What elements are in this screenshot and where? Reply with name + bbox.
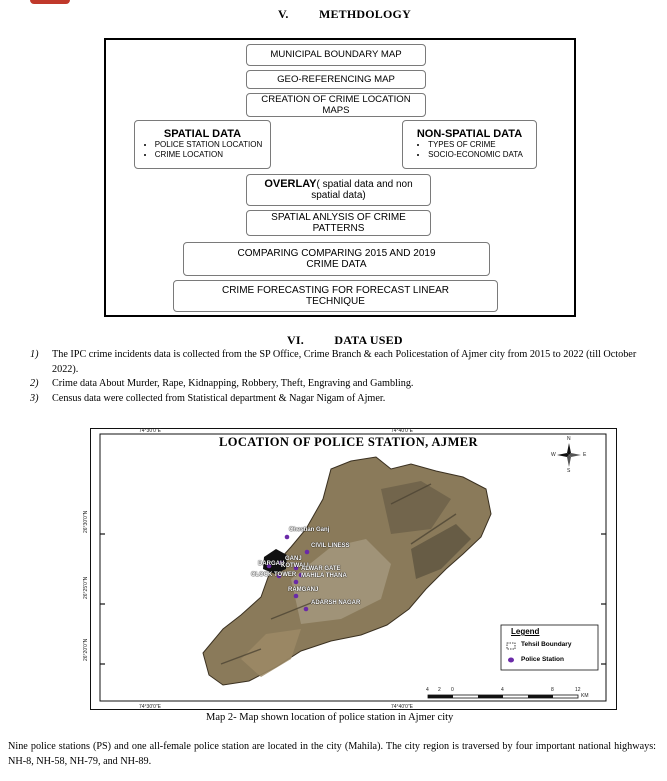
compass-w: W xyxy=(551,452,556,458)
spatial-data-title: SPATIAL DATA xyxy=(163,127,242,140)
lon-tick: 74°30'0"E xyxy=(139,704,161,710)
list-item: 1) The IPC crime incidents data is collected from the SP Office, Crime Branch & each Policestation of Ajmer city from 2015 to 2022 (till October 2022). xyxy=(30,349,637,375)
scale-label: 8 xyxy=(551,687,554,693)
non-spatial-item: • TYPES OF CRIME xyxy=(428,140,523,150)
step-municipal-boundary: MUNICIPAL BOUNDARY MAP xyxy=(246,44,426,66)
map-canvas xyxy=(91,429,615,708)
data-used-list xyxy=(24,348,656,406)
step-geo-referencing: GEO-REFERENCING MAP xyxy=(246,70,426,89)
legend-title: Legend xyxy=(511,627,540,636)
section-heading-methodology xyxy=(278,7,411,22)
station-label: MAHILA THANA xyxy=(301,573,347,579)
scale-label: 4 xyxy=(501,687,504,693)
section-title: DATA USED xyxy=(334,333,403,347)
step-forecasting: CRIME FORECASTING FOR FORECAST LINEAR TECHNIQUE xyxy=(173,280,498,312)
step-spatial-analysis: SPATIAL ANLYSIS OF CRIME PATTERNS xyxy=(246,210,431,236)
police-station-map xyxy=(83,428,617,710)
lat-tick: 26°30'0"N xyxy=(83,510,89,533)
lon-tick: 74°40'0"E xyxy=(391,704,413,710)
lat-tick: 26°25'0"N xyxy=(83,576,89,599)
scale-label: 2 xyxy=(438,687,441,693)
overlay-text: ( spatial data and non spatial data) xyxy=(311,178,413,201)
section-number: V. xyxy=(278,7,289,21)
station-label: RAMGANJ xyxy=(288,587,319,593)
lat-tick: 26°20'0"N xyxy=(83,638,89,661)
compass-e: E xyxy=(583,452,587,458)
scale-unit: KM xyxy=(581,693,589,699)
scale-label: 12 xyxy=(575,687,581,693)
scale-label: 4 xyxy=(426,687,429,693)
station-label: ADARSH NAGAR xyxy=(311,600,361,606)
station-label: CLOCK TOWER xyxy=(251,572,297,578)
non-spatial-data-box xyxy=(402,120,537,169)
list-item: 2) Crime data About Murder, Rape, Kidnapping, Robbery, Theft, Engraving and Gambling. xyxy=(30,378,414,389)
compass-rose xyxy=(557,443,581,467)
compass-n: N xyxy=(567,436,571,442)
station-label: DARGAH xyxy=(258,561,285,567)
legend-item-station: Police Station xyxy=(521,656,564,663)
section-number: VI. xyxy=(287,333,304,347)
station-label: CIVIL LINESS xyxy=(311,543,350,549)
map-caption: Map 2- Map shown location of police station in Ajmer city xyxy=(206,712,454,723)
lon-tick: 74°40'0"E xyxy=(391,428,413,434)
map-title: LOCATION OF POLICE STATION, AJMER xyxy=(219,435,478,449)
scale-label: 0 xyxy=(451,687,454,693)
legend-item-tehsil: Tehsil Boundary xyxy=(521,641,572,648)
closing-paragraph: Nine police stations (PS) and one all-female police station are located in the city (Mahila). The city region is traversed by four important national highways: NH-8, NH-58, NH-79, and NH-89. xyxy=(8,741,656,767)
step-comparing: COMPARING COMPARING 2015 AND 2019 CRIME DATA xyxy=(183,242,490,276)
non-spatial-data-title: NON-SPATIAL DATA xyxy=(416,127,523,140)
spatial-item: • CRIME LOCATION xyxy=(155,150,263,160)
section-heading-data-used xyxy=(287,333,403,348)
compass-s: S xyxy=(567,468,571,474)
station-label: GANJ xyxy=(285,556,302,562)
overlay-bold: OVERLAY xyxy=(264,177,317,190)
station-label: KOTWALI xyxy=(281,563,309,569)
step-overlay xyxy=(246,174,431,206)
section-title: METHDOLOGY xyxy=(318,7,411,21)
list-item: 3) Census data were collected from Statistical department & Nagar Nigam of Ajmer. xyxy=(30,392,386,404)
spatial-data-box xyxy=(134,120,271,169)
spatial-item: • POLICE STATION LOCATION xyxy=(155,140,263,150)
lon-tick: 74°30'0"E xyxy=(139,428,161,434)
station-label: ALWAR GATE xyxy=(301,566,341,572)
logo-fragment xyxy=(30,0,70,4)
step-crime-location-maps: CREATION OF CRIME LOCATION MAPS xyxy=(246,93,426,117)
non-spatial-item: • SOCIO-ECONOMIC DATA xyxy=(428,150,523,160)
scale-bar xyxy=(428,695,578,698)
station-label: Chestian Ganj xyxy=(289,527,330,533)
